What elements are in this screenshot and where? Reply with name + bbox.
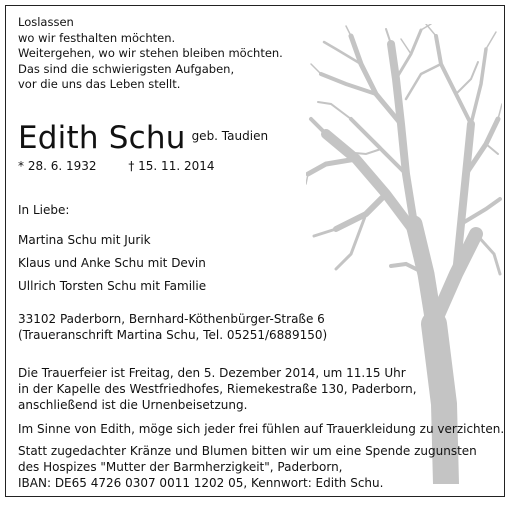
deceased-name-line (18, 120, 268, 156)
deceased-name: Edith Schu (18, 120, 186, 156)
mourning-address (18, 311, 327, 343)
funeral-line: anschließend ist die Urnenbeisetzung. (18, 397, 248, 412)
obituary-notice (5, 5, 505, 497)
donation-line: Statt zugedachter Kränze und Blumen bitten wir um eine Spende zugunsten (18, 444, 477, 458)
mourner: Martina Schu mit Jurik (18, 233, 151, 247)
birth-date: * 28. 6. 1932 (18, 159, 97, 173)
funeral-line: in der Kapelle des Westfriedhofes, Riemekestraße 130, Paderborn, (18, 381, 417, 396)
poem-line: vor die uns das Leben stellt. (18, 77, 181, 91)
donation-request (18, 444, 477, 491)
bare-tree-illustration (306, 24, 502, 484)
mourner: Ullrich Torsten Schu mit Familie (18, 279, 207, 293)
donation-line: des Hospizes "Mutter der Barmherzigkeit", Paderborn, (18, 459, 343, 474)
poem-line: Weitergehen, wo wir stehen bleiben möchten. (18, 46, 283, 60)
maiden-name: geb. Taudien (191, 129, 269, 143)
clothing-request: Im Sinne von Edith, möge sich jeder frei fühlen auf Trauerkleidung zu verzichten. (18, 422, 505, 436)
funeral-line: Die Trauerfeier ist Freitag, den 5. Dezember 2014, um 11.15 Uhr (18, 366, 406, 380)
poem-line: Loslassen (18, 15, 74, 29)
life-dates (18, 159, 215, 173)
mourners-list (18, 229, 206, 298)
poem (18, 15, 283, 93)
address-line: 33102 Paderborn, Bernhard-Köthenbürger-Straße 6 (18, 312, 325, 326)
death-date: † 15. 11. 2014 (128, 159, 215, 173)
in-love-heading: In Liebe: (18, 203, 70, 217)
poem-line: wo wir festhalten möchten. (18, 30, 176, 45)
address-line: (Traueranschrift Martina Schu, Tel. 05251/6889150) (18, 328, 328, 342)
funeral-details (18, 366, 417, 413)
poem-line: Das sind die schwierigsten Aufgaben, (18, 61, 235, 76)
donation-line: IBAN: DE65 4726 0307 0011 1202 05, Kennwort: Edith Schu. (18, 475, 384, 490)
mourner: Klaus und Anke Schu mit Devin (18, 256, 206, 270)
